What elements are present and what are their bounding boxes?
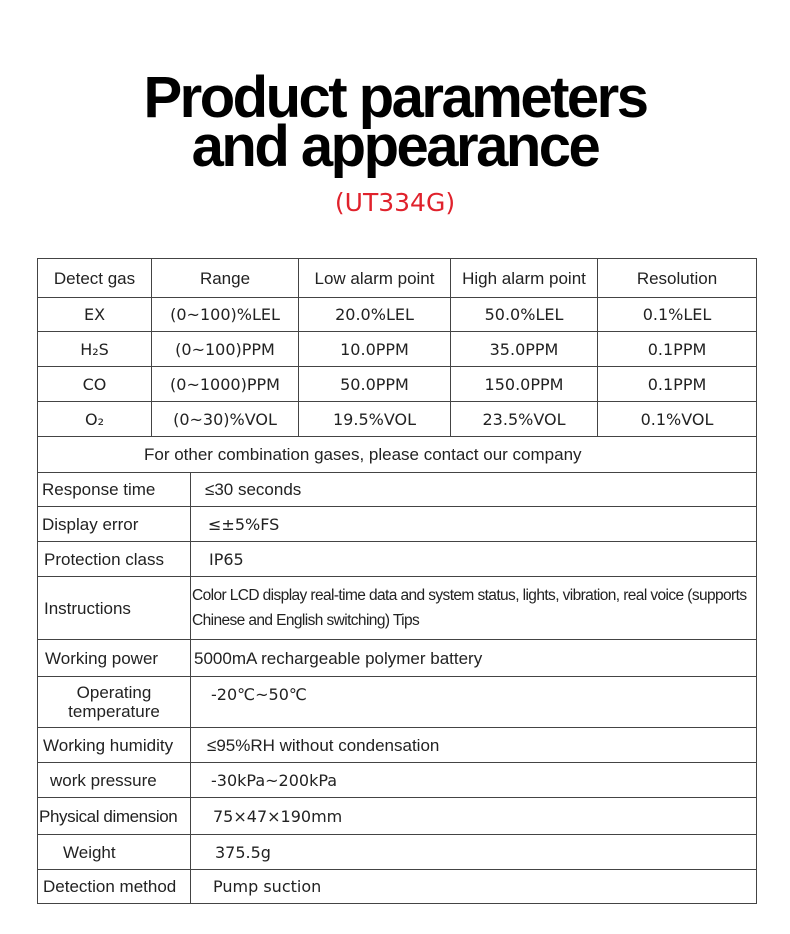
spec-value (191, 640, 756, 677)
spec-value-text: 375.5g (215, 842, 271, 862)
spec-value-text: Pump suction (213, 877, 322, 896)
range-cell: (0~100)PPM (152, 332, 299, 367)
parameters-table (37, 258, 757, 904)
spec-label (38, 677, 191, 728)
header-detect-gas: Detect gas (38, 259, 152, 298)
header-resolution: Resolution (598, 259, 756, 298)
spec-value (191, 798, 756, 835)
range-cell: (0~30)%VOL (152, 402, 299, 437)
spec-value (191, 870, 756, 903)
spec-value-text: Color LCD display real-time data and system status, lights, vibration, real voice (supports Chinese and English switching) Tips (192, 587, 747, 629)
spec-value (191, 835, 756, 870)
spec-value-text: 75×47×190mm (213, 806, 343, 826)
spec-value (191, 577, 756, 640)
spec-label: Detection method (38, 870, 191, 903)
high-alarm-cell: 23.5%VOL (451, 402, 598, 437)
spec-label: Protection class (38, 542, 191, 577)
header-low-alarm: Low alarm point (299, 259, 451, 298)
spec-label: work pressure (38, 763, 191, 798)
spec-value-text: ≤30 seconds (205, 480, 302, 499)
range-cell: (0~1000)PPM (152, 367, 299, 402)
gas-cell: EX (38, 298, 152, 332)
spec-label: Working humidity (38, 728, 191, 763)
low-alarm-cell: 20.0%LEL (299, 298, 451, 332)
spec-value (191, 542, 756, 577)
spec-label: Instructions (38, 577, 191, 640)
gas-cell: O₂ (38, 402, 152, 437)
spec-label-text: Operating temperature (68, 683, 160, 721)
spec-value-text: -20℃~50℃ (211, 685, 307, 704)
spec-value (191, 677, 756, 728)
gas-table-note (38, 437, 756, 473)
low-alarm-cell: 19.5%VOL (299, 402, 451, 437)
spec-value-text: -30kPa~200kPa (211, 770, 338, 790)
page-title-line2: and appearance (191, 114, 599, 179)
gas-cell: CO (38, 367, 152, 402)
spec-value (191, 507, 756, 542)
gas-table-note-text: For other combination gases, please contact our company (144, 445, 582, 464)
resolution-cell: 0.1%VOL (598, 402, 756, 437)
resolution-cell: 0.1PPM (598, 332, 756, 367)
page-title-line1: Product parameters (143, 65, 647, 130)
spec-label: Working power (38, 640, 191, 677)
high-alarm-cell: 50.0%LEL (451, 298, 598, 332)
resolution-cell: 0.1PPM (598, 367, 756, 402)
gas-cell: H₂S (38, 332, 152, 367)
header-high-alarm: High alarm point (451, 259, 598, 298)
spec-value-text: ≤±5%FS (208, 514, 280, 534)
range-cell: (0~100)%LEL (152, 298, 299, 332)
low-alarm-cell: 10.0PPM (299, 332, 451, 367)
spec-value (191, 473, 756, 507)
spec-value (191, 728, 756, 763)
spec-value-text: 5000mA rechargeable polymer battery (194, 648, 483, 668)
resolution-cell: 0.1%LEL (598, 298, 756, 332)
spec-label: Response time (38, 473, 191, 507)
spec-label: Weight (38, 835, 191, 870)
spec-label: Physical dimension (38, 798, 191, 835)
low-alarm-cell: 50.0PPM (299, 367, 451, 402)
model-number: (UT334G) (334, 188, 456, 217)
high-alarm-cell: 150.0PPM (451, 367, 598, 402)
spec-value-text: IP65 (209, 549, 244, 569)
high-alarm-cell: 35.0PPM (451, 332, 598, 367)
spec-value-text: ≤95%RH without condensation (207, 735, 440, 755)
header-range: Range (152, 259, 299, 298)
spec-value (191, 763, 756, 798)
spec-label: Display error (38, 507, 191, 542)
